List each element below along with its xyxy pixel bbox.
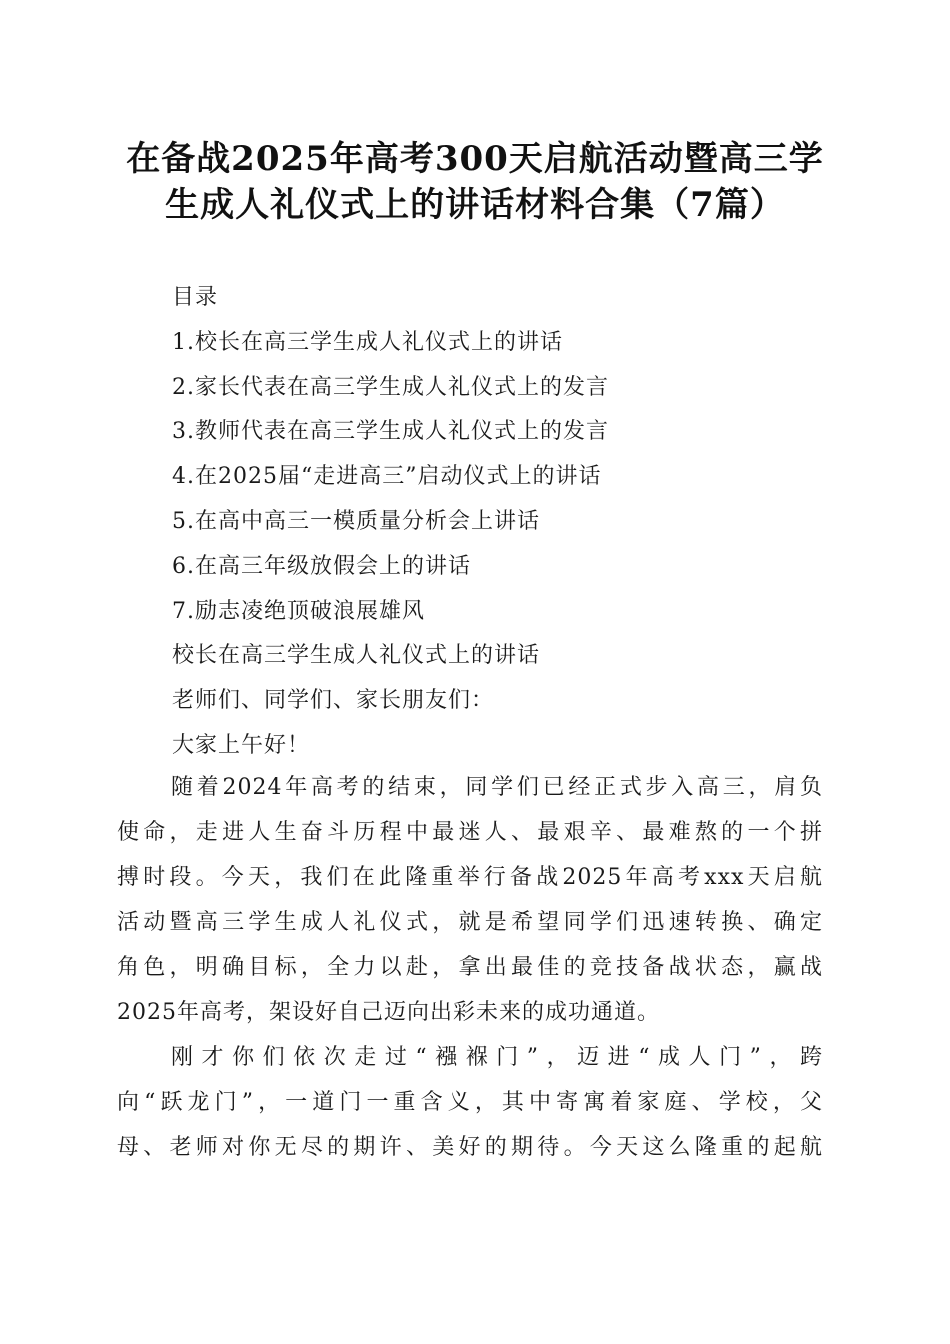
section-title: 校长在高三学生成人礼仪式上的讲话 bbox=[172, 643, 541, 669]
toc-heading: 目录 bbox=[172, 285, 219, 310]
toc-item: 5.在高中高三一模质量分析会上讲话 bbox=[172, 508, 540, 534]
salutation: 老师们、同学们、家长朋友们： bbox=[172, 688, 495, 714]
paragraph-line: 使命，走进人生奋斗历程中最迷人、最艰辛、最难熬的一个拼 bbox=[117, 820, 823, 845]
paragraph-line: 向“跃龙门”，一道门一重含义，其中寄寓着家庭、学校，父 bbox=[117, 1090, 823, 1115]
paragraph-line: 活动暨高三学生成人礼仪式，就是希望同学们迅速转换、确定 bbox=[117, 910, 823, 935]
paragraph-line: 随着2024年高考的结束，同学们已经正式步入高三，肩负 bbox=[171, 775, 823, 800]
document-title bbox=[100, 136, 850, 228]
toc-item: 4.在2025届“走进高三”启动仪式上的讲话 bbox=[172, 464, 602, 490]
toc-item: 1.校长在高三学生成人礼仪式上的讲话 bbox=[172, 329, 563, 355]
speech-body bbox=[117, 765, 823, 1170]
greeting: 大家上午好！ bbox=[172, 732, 311, 758]
paragraph-2 bbox=[117, 1035, 823, 1170]
paragraph-line: 母、老师对你无尽的期许、美好的期待。今天这么隆重的起航 bbox=[117, 1135, 823, 1160]
toc-item: 6.在高三年级放假会上的讲话 bbox=[172, 553, 471, 579]
paragraph-1 bbox=[117, 765, 823, 1035]
toc-item: 2.家长代表在高三学生成人礼仪式上的发言 bbox=[172, 374, 609, 400]
paragraph-line: 搏时段。今天，我们在此隆重举行备战2025年高考xxx天启航 bbox=[117, 865, 823, 890]
table-of-contents bbox=[172, 276, 832, 769]
title-line-1: 在备战2025年高考300天启航活动暨高三学 bbox=[126, 139, 824, 179]
paragraph-line: 角色，明确目标，全力以赴，拿出最佳的竞技备战状态，赢战 bbox=[117, 955, 823, 980]
toc-item: 3.教师代表在高三学生成人礼仪式上的发言 bbox=[172, 419, 609, 445]
paragraph-line: 刚才你们依次走过“襁褓门”，迈进“成人门”，跨 bbox=[171, 1045, 823, 1070]
toc-item: 7.励志凌绝顶破浪展雄风 bbox=[172, 598, 425, 624]
title-line-2: 生成人礼仪式上的讲话材料合集（7篇） bbox=[165, 185, 785, 225]
paragraph-line: 2025年高考，架设好自己迈向出彩未来的成功通道。 bbox=[117, 1000, 660, 1025]
